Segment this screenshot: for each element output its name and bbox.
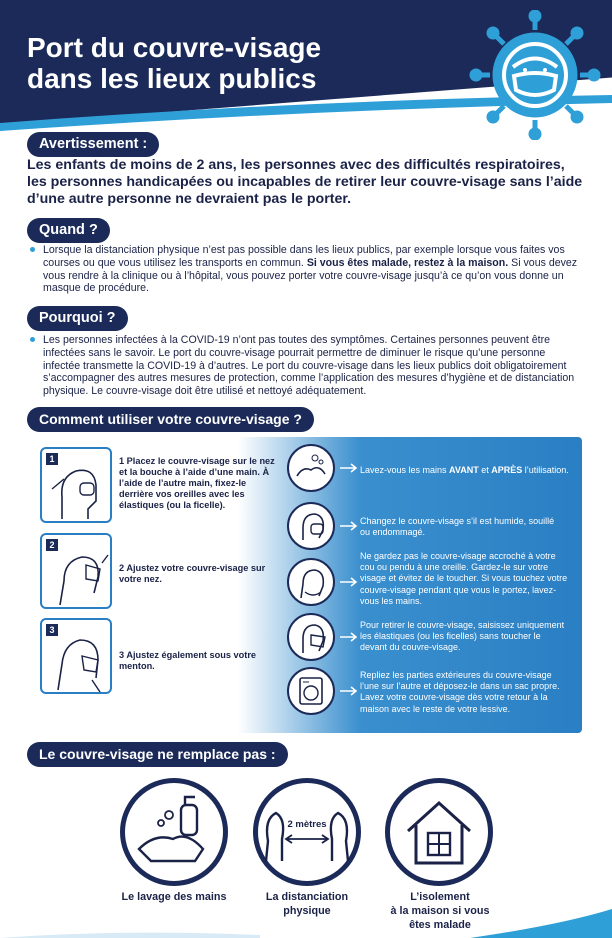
distance-icon bbox=[253, 778, 361, 886]
mask-hanging-icon bbox=[287, 558, 335, 606]
distance-text: 2 mètres bbox=[287, 819, 327, 830]
when-label: Quand ? bbox=[27, 218, 110, 243]
howto-label: Comment utiliser votre couvre-visage ? bbox=[27, 407, 314, 432]
warning-label: Avertissement : bbox=[27, 132, 159, 157]
arrow-icon bbox=[340, 686, 358, 696]
tip-4-text: Pour retirer le couvre-visage, saisissez uniquement les élastiques (ou les ficelles) sans toucher le devant du couvre-visage. bbox=[360, 620, 565, 653]
remove-mask-icon bbox=[287, 613, 335, 661]
step-1-number: 1 bbox=[46, 453, 58, 465]
bottom-wave bbox=[0, 905, 612, 938]
washing-machine-icon bbox=[287, 667, 335, 715]
tip-2-text: Changez le couvre-visage s’il est humide, souillé ou endommagé. bbox=[360, 516, 555, 538]
hand-wash-label: Le lavage des mains bbox=[121, 891, 227, 903]
isolation-label: L’isolement à la maison si vous êtes malade bbox=[390, 891, 490, 931]
title-line-1: Port du couvre-visage bbox=[27, 32, 322, 63]
hand-wash-soap-icon bbox=[120, 778, 228, 886]
arrow-icon bbox=[340, 632, 358, 642]
wet-mask-icon bbox=[287, 502, 335, 550]
bullet-dot bbox=[30, 337, 35, 342]
tip-1-text: Lavez-vous les mains AVANT et APRÈS l’utilisation. bbox=[360, 465, 569, 475]
virus-mask-icon bbox=[468, 10, 603, 140]
step-3-number: 3 bbox=[46, 624, 58, 636]
step-3-image bbox=[40, 618, 112, 694]
warning-text: Les enfants de moins de 2 ans, les personnes avec des difficultés respiratoires, les personnes handicapées ou incapables de retirer leur couvre-visage sans l’aide d’une autre personne ne devraient pas le porter. bbox=[27, 157, 583, 207]
arrow-icon bbox=[340, 463, 358, 473]
step-3-text: 3 Ajustez également sous votre menton. bbox=[119, 650, 257, 671]
distance-label: La distanciation physique bbox=[265, 891, 349, 917]
step-1-image bbox=[40, 447, 112, 523]
bullet-dot bbox=[30, 247, 35, 252]
title-line-2: dans les lieux publics bbox=[27, 63, 317, 94]
arrow-icon bbox=[340, 521, 358, 531]
step-2-number: 2 bbox=[46, 539, 58, 551]
step-2-image bbox=[40, 533, 112, 609]
when-text-a: Lorsque la distanciation physique n’est pas possible dans les lieux publics, par exemple lorsque vous faites vos courses ou que vous utilisez les transports en commun. bbox=[43, 244, 565, 269]
hand-washing-icon bbox=[287, 444, 335, 492]
tip-5-text: Repliez les parties extérieures du couvre-visage l’une sur l’autre et déposez-le dans un sac propre. Lavez votre couvre-visage dès votre retour à la maison avec le reste de votre lessive. bbox=[360, 670, 560, 714]
not-replace-label: Le couvre-visage ne remplace pas : bbox=[27, 742, 288, 767]
when-text-bold: Si vous êtes malade, restez à la maison. bbox=[306, 256, 509, 269]
when-bullet bbox=[30, 244, 585, 295]
why-text: Les personnes infectées à la COVID-19 n’ont pas toutes des symptômes. Certaines personnes peuvent être infectées sans le savoir. Le port du couvre-visage pourrait permettre de diminuer le risque qu’une personne infectée transmette la COVID-19 à d’autres. Le port du couvre-visage dans les lieux publics doit obligatoirement s’accompagner des autres mesures de protection, comme l’application des mesures d’hygiène et de distanciation physique. Le couvre-visage doit être utilisé et nettoyé adéquatement. bbox=[43, 334, 575, 398]
why-label: Pourquoi ? bbox=[27, 306, 128, 331]
why-bullet bbox=[30, 334, 585, 398]
step-2-text: 2 Ajustez votre couvre-visage sur votre nez. bbox=[119, 563, 266, 584]
house-icon bbox=[385, 778, 493, 886]
page-title bbox=[27, 32, 457, 94]
when-text-b: Si vous devez vous rendre à la clinique ou à l’hôpital, vous pouvez porter votre couvre-visage jusqu’à ce qu’on vous donne un masque de procédure. bbox=[43, 256, 578, 295]
tip-3-text: Ne gardez pas le couvre-visage accroché à votre cou ou pendu à une oreille. Gardez-le sur votre visage et évitez de le toucher. Si vous touchez votre couvre-visage pendant que vous le portez, lavez-vous les mains. bbox=[360, 551, 568, 606]
step-1-text: 1 Placez le couvre-visage sur le nez et la bouche à l’aide d’une main. À l’aide de l’autre main, fixez-le derrière vos oreilles avec les élastiques (ou la ficelle). bbox=[119, 456, 275, 510]
arrow-icon bbox=[340, 577, 358, 587]
